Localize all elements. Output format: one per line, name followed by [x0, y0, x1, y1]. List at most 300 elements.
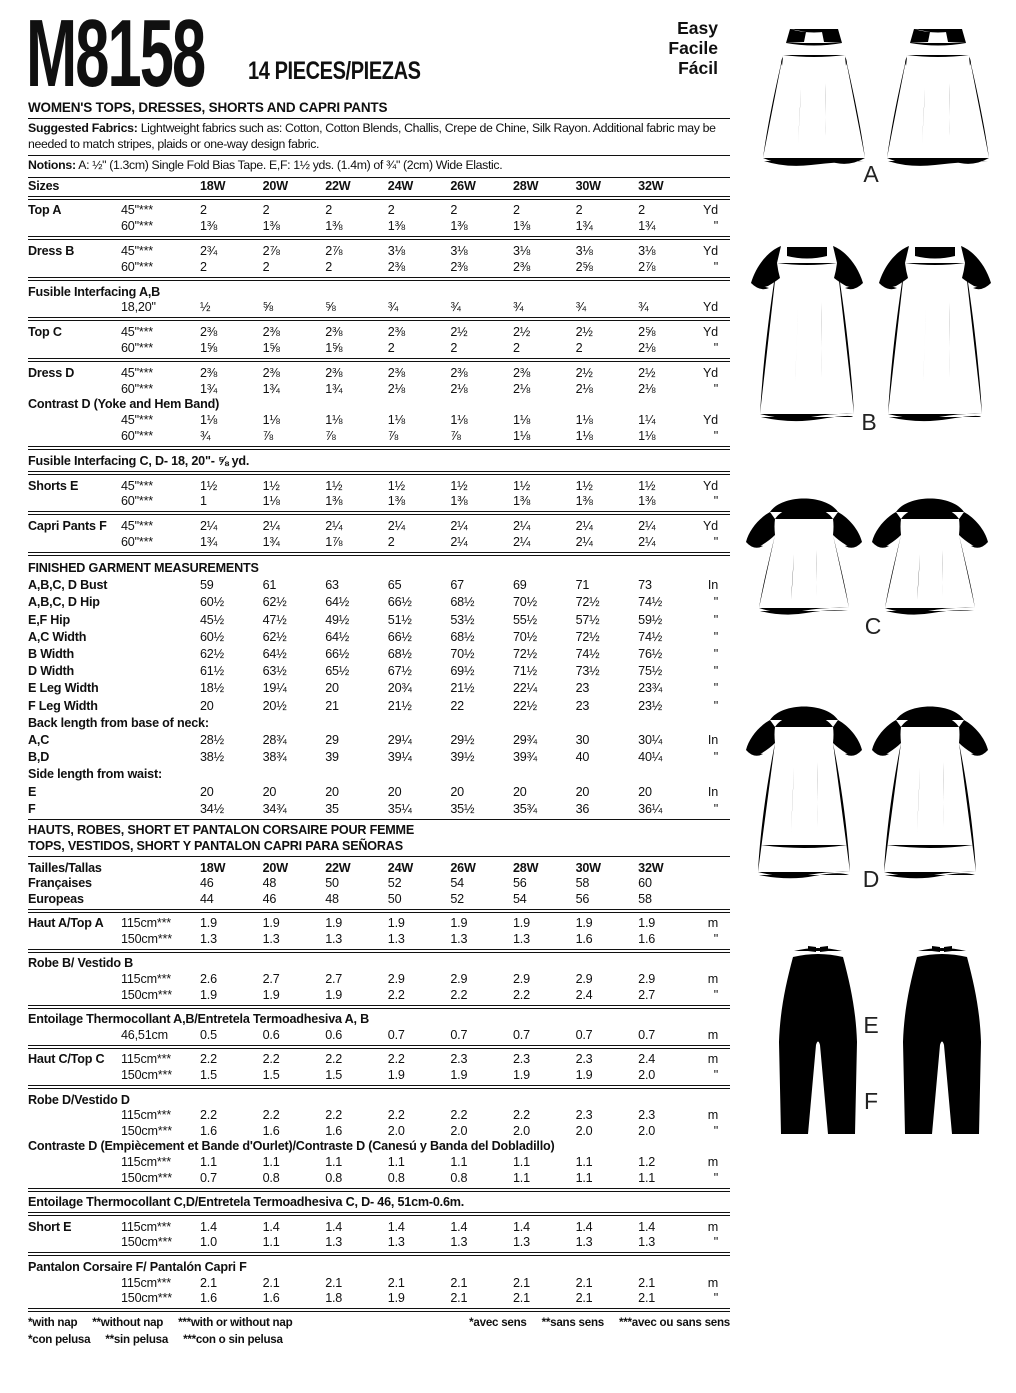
cell: 1.3 [200, 931, 217, 946]
cell: 1.9 [575, 1068, 593, 1083]
section-label-text: Pantalon Corsaire F/ Pantalón Capri F [28, 1259, 247, 1274]
cell: ¾ [387, 300, 399, 315]
cell: 53½ [450, 612, 475, 627]
unit: Yd [702, 300, 718, 315]
cell: 30W [575, 860, 601, 875]
table-row [28, 1291, 730, 1307]
cell: ⅝ [262, 300, 273, 315]
cell: 2.2 [200, 1108, 217, 1123]
section-label-text: Back length from base of neck: [28, 715, 209, 730]
cell: 2.2 [200, 1052, 217, 1067]
cell: 60½ [200, 595, 224, 610]
cell: 1⅛ [200, 413, 218, 428]
cell: 1¼ [638, 413, 656, 428]
section-label-text: Entoilage Thermocollant A,B/Entretela Termoadhesiva A, B [28, 1012, 370, 1027]
cell: 67 [450, 578, 464, 593]
section-label-text: Contrast D (Yoke and Hem Band) [28, 397, 220, 412]
cell: 1⅞ [325, 534, 343, 549]
table-row [28, 876, 730, 892]
cell: 0.6 [325, 1027, 343, 1042]
cell: 2¼ [638, 519, 656, 534]
unit: In [707, 578, 718, 593]
row-label: Tailles/Tallas [28, 860, 102, 875]
cell: ¾ [575, 300, 586, 315]
table-row [28, 1154, 730, 1170]
cell: 74½ [575, 647, 600, 662]
row-label: Sizes [28, 178, 60, 193]
section-label [28, 714, 730, 731]
table-row [28, 1219, 730, 1235]
row-sublabel: 60"*** [121, 534, 153, 549]
cell: 36 [575, 801, 590, 816]
pieces-count: 14 PIECES/PIEZAS [248, 57, 421, 85]
cell: 1⅜ [512, 494, 531, 509]
cell: 51½ [387, 612, 412, 627]
rule [28, 446, 730, 450]
cell: 1.9 [200, 987, 217, 1002]
cell: 2¼ [450, 519, 468, 534]
row-label: Europeas [28, 891, 84, 906]
cell: 1½ [450, 478, 468, 493]
cell: 3⅛ [512, 243, 531, 258]
cell: 2.4 [575, 987, 593, 1002]
cell: 1.3 [450, 931, 468, 946]
cell: 72½ [575, 595, 600, 610]
cell: 2.9 [450, 972, 468, 987]
cell: 40¼ [638, 750, 663, 765]
unit: " [713, 1068, 718, 1083]
unit: " [713, 612, 718, 627]
footnote-avec-sens: *avec sens [469, 1316, 527, 1330]
section-label [28, 1259, 730, 1275]
cell: 1.5 [200, 1068, 217, 1083]
cell: 1⅜ [575, 494, 593, 509]
cell: 1.1 [450, 1155, 468, 1170]
cell: 38½ [200, 750, 224, 765]
rule [28, 277, 730, 281]
cell: 2⅜ [200, 325, 218, 340]
cell: 1¾ [575, 219, 593, 234]
cell: ⅞ [325, 428, 336, 443]
row-label: D Width [28, 664, 75, 679]
cell: 1.3 [387, 931, 405, 946]
cell: 18W [200, 178, 226, 193]
cell: 1⅛ [575, 413, 593, 428]
cell: 2.0 [638, 1068, 656, 1083]
cell: 49½ [325, 612, 350, 627]
cell: 1.0 [200, 1235, 217, 1250]
cell: 1½ [262, 478, 280, 493]
cell: 1¾ [262, 534, 280, 549]
cell: 20W [262, 860, 288, 875]
rule [28, 471, 730, 475]
cell: 19¼ [262, 681, 287, 696]
cell: 2.2 [450, 987, 468, 1002]
cell: 1.4 [262, 1219, 280, 1234]
table-row [28, 645, 730, 662]
table-row [28, 428, 730, 444]
row-sublabel: 60"*** [121, 340, 153, 355]
cell: 1.1 [387, 1155, 405, 1170]
cell: 0.7 [450, 1027, 468, 1042]
cell: 2 [638, 203, 645, 218]
cell: 38¾ [262, 750, 287, 765]
cell: 2⅜ [262, 325, 280, 340]
cell: 2½ [512, 325, 531, 340]
cell: 1⅛ [262, 494, 280, 509]
cell: 2.2 [262, 1052, 280, 1067]
cell: 2⅜ [387, 325, 405, 340]
row-label [28, 986, 121, 987]
row-label: Dress B [28, 243, 75, 258]
cell: 2.1 [512, 1291, 530, 1306]
row-sublabel: 45"*** [121, 519, 153, 534]
cell: 2.0 [512, 1123, 530, 1138]
view-label-a: A [863, 161, 879, 187]
row-sublabel: 115cm*** [121, 1108, 171, 1123]
cell: 1⅛ [387, 413, 405, 428]
cell: 1⅜ [262, 219, 280, 234]
cell: 1.3 [450, 1235, 468, 1250]
unit: In [707, 784, 718, 799]
row-label [28, 1249, 121, 1250]
cell: 2.2 [387, 1052, 405, 1067]
cell: 2⅜ [387, 259, 405, 274]
cell: 34¾ [262, 801, 287, 816]
cell: 1.4 [638, 1219, 656, 1234]
cell: 2⅛ [638, 381, 656, 396]
row-label: A,C Width [28, 629, 87, 644]
cell: 2¼ [575, 534, 593, 549]
section-label [28, 956, 730, 972]
cell: 1½ [638, 478, 656, 493]
cell: 1.9 [262, 987, 280, 1002]
cell: 1.4 [512, 1219, 530, 1234]
row-label [28, 314, 121, 315]
table-row [28, 259, 730, 275]
cell: 2 [325, 203, 332, 218]
cell: 2⅜ [512, 259, 531, 274]
table-row [28, 916, 730, 932]
cell: 2.1 [638, 1275, 656, 1290]
cell: 66½ [325, 647, 350, 662]
section-label-text: Side length from waist: [28, 767, 162, 782]
cell: 35¼ [387, 801, 412, 816]
footnote-con-pelusa: *con pelusa [28, 1333, 91, 1347]
table-row [28, 218, 730, 234]
footnotes-line-1 [28, 1316, 730, 1329]
cell: 2⅝ [575, 259, 593, 274]
row-label [28, 443, 121, 444]
cell: 1.4 [450, 1219, 468, 1234]
table-row [28, 891, 730, 907]
table-row [28, 178, 730, 194]
cell: 48 [262, 876, 277, 891]
cell: 62½ [200, 647, 224, 662]
unit [701, 906, 730, 907]
cell: 30 [575, 732, 590, 747]
unit: m [707, 1219, 718, 1234]
section-label-text: TOPS, VESTIDOS, SHORT Y PANTALON CAPRI PARA SEÑORAS [28, 838, 403, 853]
section-label [28, 1012, 730, 1028]
cell: 1⅝ [262, 340, 280, 355]
cell: 0.7 [512, 1027, 530, 1042]
cell: 2 [325, 259, 332, 274]
difficulty-fr: Facile [668, 38, 718, 58]
cell: 2½ [638, 365, 656, 380]
cell: 2.7 [262, 972, 280, 987]
cell: 1⅜ [325, 219, 343, 234]
cell: 1.9 [638, 916, 656, 931]
cell: 2⅛ [387, 381, 405, 396]
unit: m [707, 972, 718, 987]
cell: 0.8 [262, 1170, 280, 1185]
unit: " [713, 428, 718, 443]
cell: 1.6 [325, 1123, 343, 1138]
row-label: Top A [28, 203, 62, 218]
row-sublabel: 60"*** [121, 428, 153, 443]
row-sublabel: 115cm*** [121, 1275, 171, 1290]
suggested-fabrics-label: Suggested Fabrics: [28, 121, 138, 135]
row-label: Top C [28, 325, 62, 340]
cell: 75½ [638, 664, 663, 679]
row-sublabel: 60"*** [121, 219, 153, 234]
row-label: A,B,C, D Hip [28, 595, 100, 610]
cell: 22 [450, 698, 464, 713]
cell: 2½ [450, 325, 468, 340]
cell: 1⅛ [262, 413, 280, 428]
cell: 68½ [387, 647, 412, 662]
row-label [28, 1122, 121, 1123]
table-row [28, 593, 730, 610]
cell: 1.9 [325, 916, 343, 931]
garment-b-illustration [746, 236, 998, 422]
cell: 3⅛ [638, 243, 656, 258]
cell: 1¾ [200, 534, 218, 549]
cell: 1½ [512, 478, 531, 493]
row-label: B Width [28, 647, 75, 662]
row-label [28, 1082, 121, 1083]
table-row [28, 800, 730, 817]
cell: 61 [262, 578, 277, 593]
row-sublabel: 46,51cm [121, 1027, 168, 1042]
cell: 2¼ [200, 519, 218, 534]
cell: 22W [325, 860, 351, 875]
cell: 2¼ [325, 519, 343, 534]
cell: 39½ [450, 750, 475, 765]
cell: 21 [325, 698, 339, 713]
cell: 1⅛ [325, 413, 343, 428]
section-label [28, 1139, 730, 1155]
cell: 50 [325, 876, 339, 891]
cell: 26W [450, 860, 476, 875]
section-label [28, 397, 730, 413]
cell: 1⅛ [512, 413, 531, 428]
table-row [28, 494, 730, 510]
cell: 3⅛ [387, 243, 405, 258]
unit: m [707, 1108, 718, 1123]
view-label-c: C [864, 613, 882, 639]
cell: 29½ [450, 732, 475, 747]
cell: 1⅜ [387, 494, 405, 509]
cell: 18½ [200, 681, 224, 696]
cell: 1.3 [325, 1235, 343, 1250]
rule [28, 317, 730, 321]
unit: Yd [702, 413, 718, 428]
cell: 2¼ [638, 534, 656, 549]
cell: 62½ [262, 629, 287, 644]
unit: " [713, 750, 718, 765]
cell: 2.6 [200, 972, 217, 987]
cell: 56 [575, 891, 590, 906]
cell: 47½ [262, 612, 287, 627]
section-label-text: Entoilage Thermocollant C,D/Entretela Termoadhesiva C, D- 46, 51cm-0.6m. [28, 1195, 465, 1210]
table-row [28, 243, 730, 259]
cell: 1.3 [262, 931, 280, 946]
cell: 54 [512, 891, 527, 906]
unit: Yd [702, 519, 718, 534]
cell: 1⅛ [512, 428, 531, 443]
cell: 1½ [575, 478, 593, 493]
cell: 59½ [638, 612, 663, 627]
cell: 39 [325, 750, 339, 765]
row-sublabel: 45"*** [121, 325, 153, 340]
cell: 2 [450, 340, 458, 355]
row-sublabel: 45"*** [121, 478, 153, 493]
view-label-d: D [862, 866, 880, 892]
footnotes-line-2 [28, 1333, 730, 1346]
cell: 58 [638, 891, 652, 906]
unit: " [713, 219, 718, 234]
cell: 0.7 [638, 1027, 656, 1042]
cell: 1¾ [638, 219, 656, 234]
cell: 2 [262, 203, 270, 218]
row-sublabel: 18,20" [121, 300, 156, 315]
cell: 26W [450, 178, 476, 193]
table-row [28, 971, 730, 987]
cell: 2.2 [512, 1108, 530, 1123]
cell: 55½ [512, 612, 537, 627]
cell: 1⅜ [200, 219, 218, 234]
unit [701, 875, 730, 876]
cell: 2.1 [512, 1275, 530, 1290]
cell: 2.2 [450, 1108, 468, 1123]
row-sublabel: 150cm*** [121, 1068, 172, 1083]
cell: 2¼ [575, 519, 593, 534]
row-label: F [28, 801, 36, 816]
cell: 67½ [387, 664, 412, 679]
row-sublabel: 150cm*** [121, 1235, 172, 1250]
row-sublabel: 150cm*** [121, 1170, 172, 1185]
row-sublabel: 150cm*** [121, 1123, 172, 1138]
table-row [28, 300, 730, 316]
unit: m [707, 1027, 718, 1042]
rule [28, 358, 730, 362]
section-label [28, 823, 730, 839]
cell: ⅝ [325, 300, 336, 315]
unit: " [713, 340, 718, 355]
cell: 1.9 [387, 1068, 405, 1083]
cell: 1.1 [575, 1155, 593, 1170]
cell: 0.6 [262, 1027, 280, 1042]
row-label [28, 1290, 121, 1291]
row-label [28, 1169, 121, 1170]
cell: 2.3 [638, 1108, 656, 1123]
table-row [28, 1108, 730, 1124]
notions-label: Notions: [28, 158, 76, 173]
yardage-table [28, 178, 730, 1312]
cell: 2.1 [575, 1291, 593, 1306]
cell: 2⅜ [325, 325, 343, 340]
notions-text: A: ½" (1.3cm) Single Fold Bias Tape. E,F: 1½ yds. (1.4m) of ¾" (2cm) Wide Elastic. [75, 158, 503, 173]
table-row [28, 478, 730, 494]
cell: 20 [387, 784, 402, 799]
row-label: Dress D [28, 365, 75, 380]
cell: 1½ [325, 478, 343, 493]
cell: 20W [262, 178, 288, 193]
section-label [28, 453, 730, 469]
cell: 2 [575, 203, 583, 218]
table-row [28, 203, 730, 219]
cell: 40 [575, 750, 590, 765]
unit: " [713, 494, 718, 509]
cell: 74½ [638, 595, 663, 610]
cell: 20¾ [387, 681, 412, 696]
cell: 0.8 [387, 1170, 405, 1185]
row-label: Capri Pants F [28, 519, 107, 534]
cell: 62½ [262, 595, 287, 610]
section-label-text: Fusible Interfacing C, D- 18, 20"- ⅝ yd. [28, 453, 250, 468]
table-row [28, 748, 730, 765]
cell: 1.9 [325, 987, 343, 1002]
cell: 2.2 [325, 1108, 343, 1123]
cell: 60½ [200, 629, 224, 644]
rule [28, 236, 730, 240]
cell: 1.4 [387, 1219, 405, 1234]
cell: 2⅜ [450, 259, 468, 274]
cell: 2.9 [575, 972, 593, 987]
row-label [28, 508, 121, 509]
rule [28, 552, 730, 556]
unit: " [713, 681, 718, 696]
cell: 2.2 [262, 1108, 280, 1123]
cell: 56 [512, 876, 527, 891]
cell: 44 [200, 891, 214, 906]
cell: 1⅛ [638, 428, 656, 443]
footnote-avec-ou-sans-sens: ***avec ou sans sens [618, 1316, 730, 1330]
cell: 35 [325, 801, 339, 816]
cell: 23 [575, 698, 590, 713]
table-row [28, 628, 730, 645]
cell: 1.1 [325, 1155, 343, 1170]
footnote-without-nap: **without nap [92, 1316, 164, 1330]
footnote-sin-pelusa: **sin pelusa [105, 1333, 169, 1347]
cell: 24W [387, 178, 414, 193]
unit: Yd [702, 203, 718, 218]
cell: 21½ [387, 698, 412, 713]
section-label [28, 1092, 730, 1108]
cell: 24W [387, 860, 414, 875]
cell: 1.9 [512, 1068, 530, 1083]
cell: 35¾ [512, 801, 537, 816]
unit: " [713, 381, 718, 396]
cell: 0.5 [200, 1027, 217, 1042]
table-row [28, 731, 730, 748]
row-sublabel: 115cm*** [121, 916, 171, 931]
cell: 2.0 [387, 1123, 405, 1138]
cell: 46 [262, 891, 277, 906]
cell: 76½ [638, 647, 663, 662]
